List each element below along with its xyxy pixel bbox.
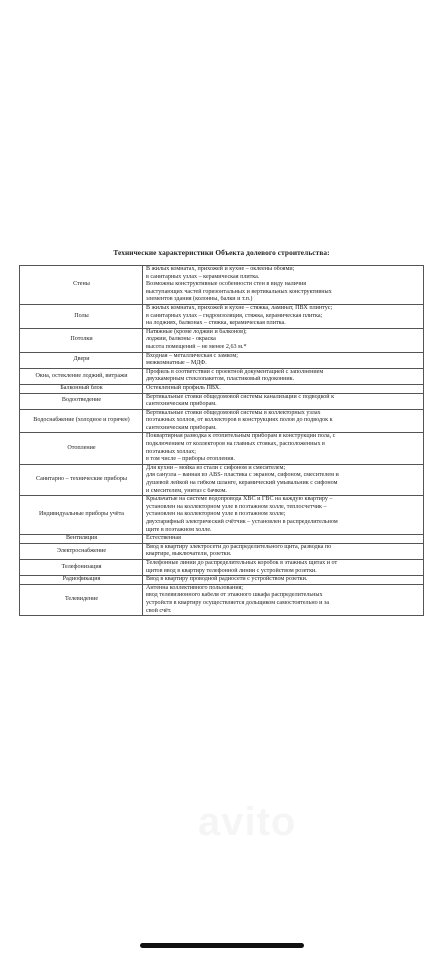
row-name-cell: Двери [20, 352, 143, 368]
table-row [20, 543, 424, 559]
description-line: щитов ввод в квартиру телефонной линии с устройством розетки. [146, 567, 317, 574]
description-line: выступающих частей горизонтальных и вертикальных конструктивных [146, 288, 332, 295]
row-name-cell: Водоотведение [20, 393, 143, 409]
row-description-cell [143, 584, 424, 615]
description-line: межкомнатные – МДФ. [146, 360, 207, 367]
description-line: в санитарных узлах – керамическая плитка. [146, 273, 260, 280]
specifications-table [19, 265, 424, 616]
table-row [20, 409, 424, 433]
row-name-cell: Радиофикация [20, 576, 143, 585]
description-line: Антенна коллективного пользования; [146, 584, 244, 591]
row-description-cell [143, 496, 424, 535]
row-description-cell [143, 576, 424, 585]
table-row [20, 535, 424, 544]
row-description-cell [143, 464, 424, 495]
description-line: В жилых комнатах, прихожей и кухне – стяжка, ламинат, ПВХ плинтус; [146, 304, 333, 311]
description-line: Поквартирная разводка к отопительным приборам в конструкции пола, с [146, 433, 336, 440]
description-line: свой счёт. [146, 607, 172, 614]
description-line: высота помещений – не менее 2,63 м.* [146, 343, 247, 350]
table-row [20, 559, 424, 575]
description-line: и смесителем, унитаз с бачком. [146, 487, 227, 494]
description-line: квартире, выключатели, розетки. [146, 551, 232, 558]
row-description-cell [143, 393, 424, 409]
row-description-cell [143, 304, 424, 328]
row-description-cell [143, 543, 424, 559]
row-name-cell: Потолки [20, 328, 143, 352]
description-line: установлен на коллекторном узле в поэтажном холле; [146, 511, 286, 518]
row-name-cell: Водоснабжение (холодное и горячее) [20, 409, 143, 433]
description-line: в том числе – приборы отопления. [146, 456, 235, 463]
row-name-cell: Окна, остекление лоджий, витражи [20, 368, 143, 384]
description-line: Крыльчатые на системе водопровода ХВС и ГВС на каждую квартиру – [146, 496, 333, 503]
description-line: Остекленный профиль ПВХ. [146, 384, 221, 391]
row-description-cell [143, 559, 424, 575]
table-row [20, 266, 424, 305]
description-line: в санитарных узлах – гидроизоляция, стяжка, керамическая плитка; [146, 312, 323, 319]
description-line: Вертикальные стояки общедомовой системы канализации с подводкой к [146, 393, 335, 400]
description-line: Входная – металлическая с замком; [146, 352, 238, 359]
row-description-cell [143, 384, 424, 393]
description-line: поэтажных холлах; [146, 448, 196, 455]
table-row [20, 384, 424, 393]
watermark-logo [198, 800, 296, 845]
description-line: на лоджиях, балконах – стяжка, керамическая плитка. [146, 320, 286, 327]
table-row [20, 433, 424, 464]
description-line: для санузла – ванная из ABS- пластика с экраном, сифоном, смесителем и [146, 472, 339, 479]
description-line: Естественная [146, 535, 181, 542]
description-line: Вертикальные стояки общедомовой системы в коллекторных узлах [146, 409, 321, 416]
description-line: щите в поэтажном холле. [146, 526, 212, 533]
home-indicator-bar[interactable] [140, 943, 304, 948]
description-line: поэтажных холлов, от коллекторов в конструкциях полов до подводок к [146, 417, 333, 424]
row-description-cell [143, 535, 424, 544]
row-name-cell: Балконный блок [20, 384, 143, 393]
description-line: Профиль в соответствии с проектной документацией с заполнением [146, 368, 324, 375]
description-line: установлен на коллекторном узле в поэтажном холле, теплосчетчик – [146, 503, 327, 510]
table-row [20, 576, 424, 585]
table-row [20, 393, 424, 409]
row-name-cell: Индивидуальные приборы учёта [20, 496, 143, 535]
table-row [20, 496, 424, 535]
table-row [20, 464, 424, 495]
description-line: двухтарифный электрический счётчик – установлен в распределительном [146, 519, 338, 525]
row-description-cell [143, 352, 424, 368]
description-line: душевой лейкой на гибком шланге, керамический умывальник с сифоном [146, 480, 338, 487]
description-line: сантехническим приборам. [146, 401, 217, 408]
description-line: элементов здания (колонны, балки и т.п.) [146, 296, 253, 303]
row-description-cell [143, 409, 424, 433]
row-name-cell: Телевидение [20, 584, 143, 615]
description-line: Ввод в квартиру электросети до распределительного щита, разводка по [146, 543, 332, 550]
row-description-cell [143, 266, 424, 305]
description-line: сантехническим приборам. [146, 424, 217, 431]
row-name-cell: Электроснабжение [20, 543, 143, 559]
row-name-cell: Отопление [20, 433, 143, 464]
row-name-cell: Стены [20, 266, 143, 305]
row-name-cell: Полы [20, 304, 143, 328]
description-line: ввод телевизионного кабеля от этажного шкафа распределительных [146, 592, 323, 599]
description-line: Для кухни – мойка из стали с сифоном и смесителем; [146, 464, 286, 471]
table-row [20, 584, 424, 615]
description-line: устройств в квартиру осуществляется дольщиком самостоятельно и за [146, 599, 330, 606]
table-row [20, 352, 424, 368]
description-line: Телефонные линии до распределительных коробок в этажных щитах и от [146, 559, 338, 566]
row-name-cell: Вентиляция [20, 535, 143, 544]
row-name-cell: Санитарно – технические приборы [20, 464, 143, 495]
row-description-cell [143, 433, 424, 464]
row-description-cell [143, 328, 424, 352]
specifications-table-body [20, 266, 424, 616]
table-row [20, 368, 424, 384]
description-line: Возможны конструктивные особенности стен в виду наличия [146, 281, 307, 288]
description-line: лоджии, балконы - окраска [146, 336, 216, 343]
description-line: двухкамерным стеклопакетом, пластиковый подоконник. [146, 376, 295, 383]
table-row [20, 328, 424, 352]
row-name-cell: Телефонизация [20, 559, 143, 575]
description-line: В жилых комнатах, прихожей и кухне – оклеены обоями; [146, 266, 295, 272]
document-title: Технические характеристики Объекта долевого строительства: [113, 248, 330, 257]
description-line: Натяжные (кроме лоджии и балконов); [146, 328, 247, 335]
description-line: подключением от коллекторов на главных стояках, расположенных в [146, 441, 325, 448]
description-line: Ввод в квартиру проводной радиосети с устройством розетки. [146, 576, 308, 583]
row-description-cell [143, 368, 424, 384]
table-row [20, 304, 424, 328]
